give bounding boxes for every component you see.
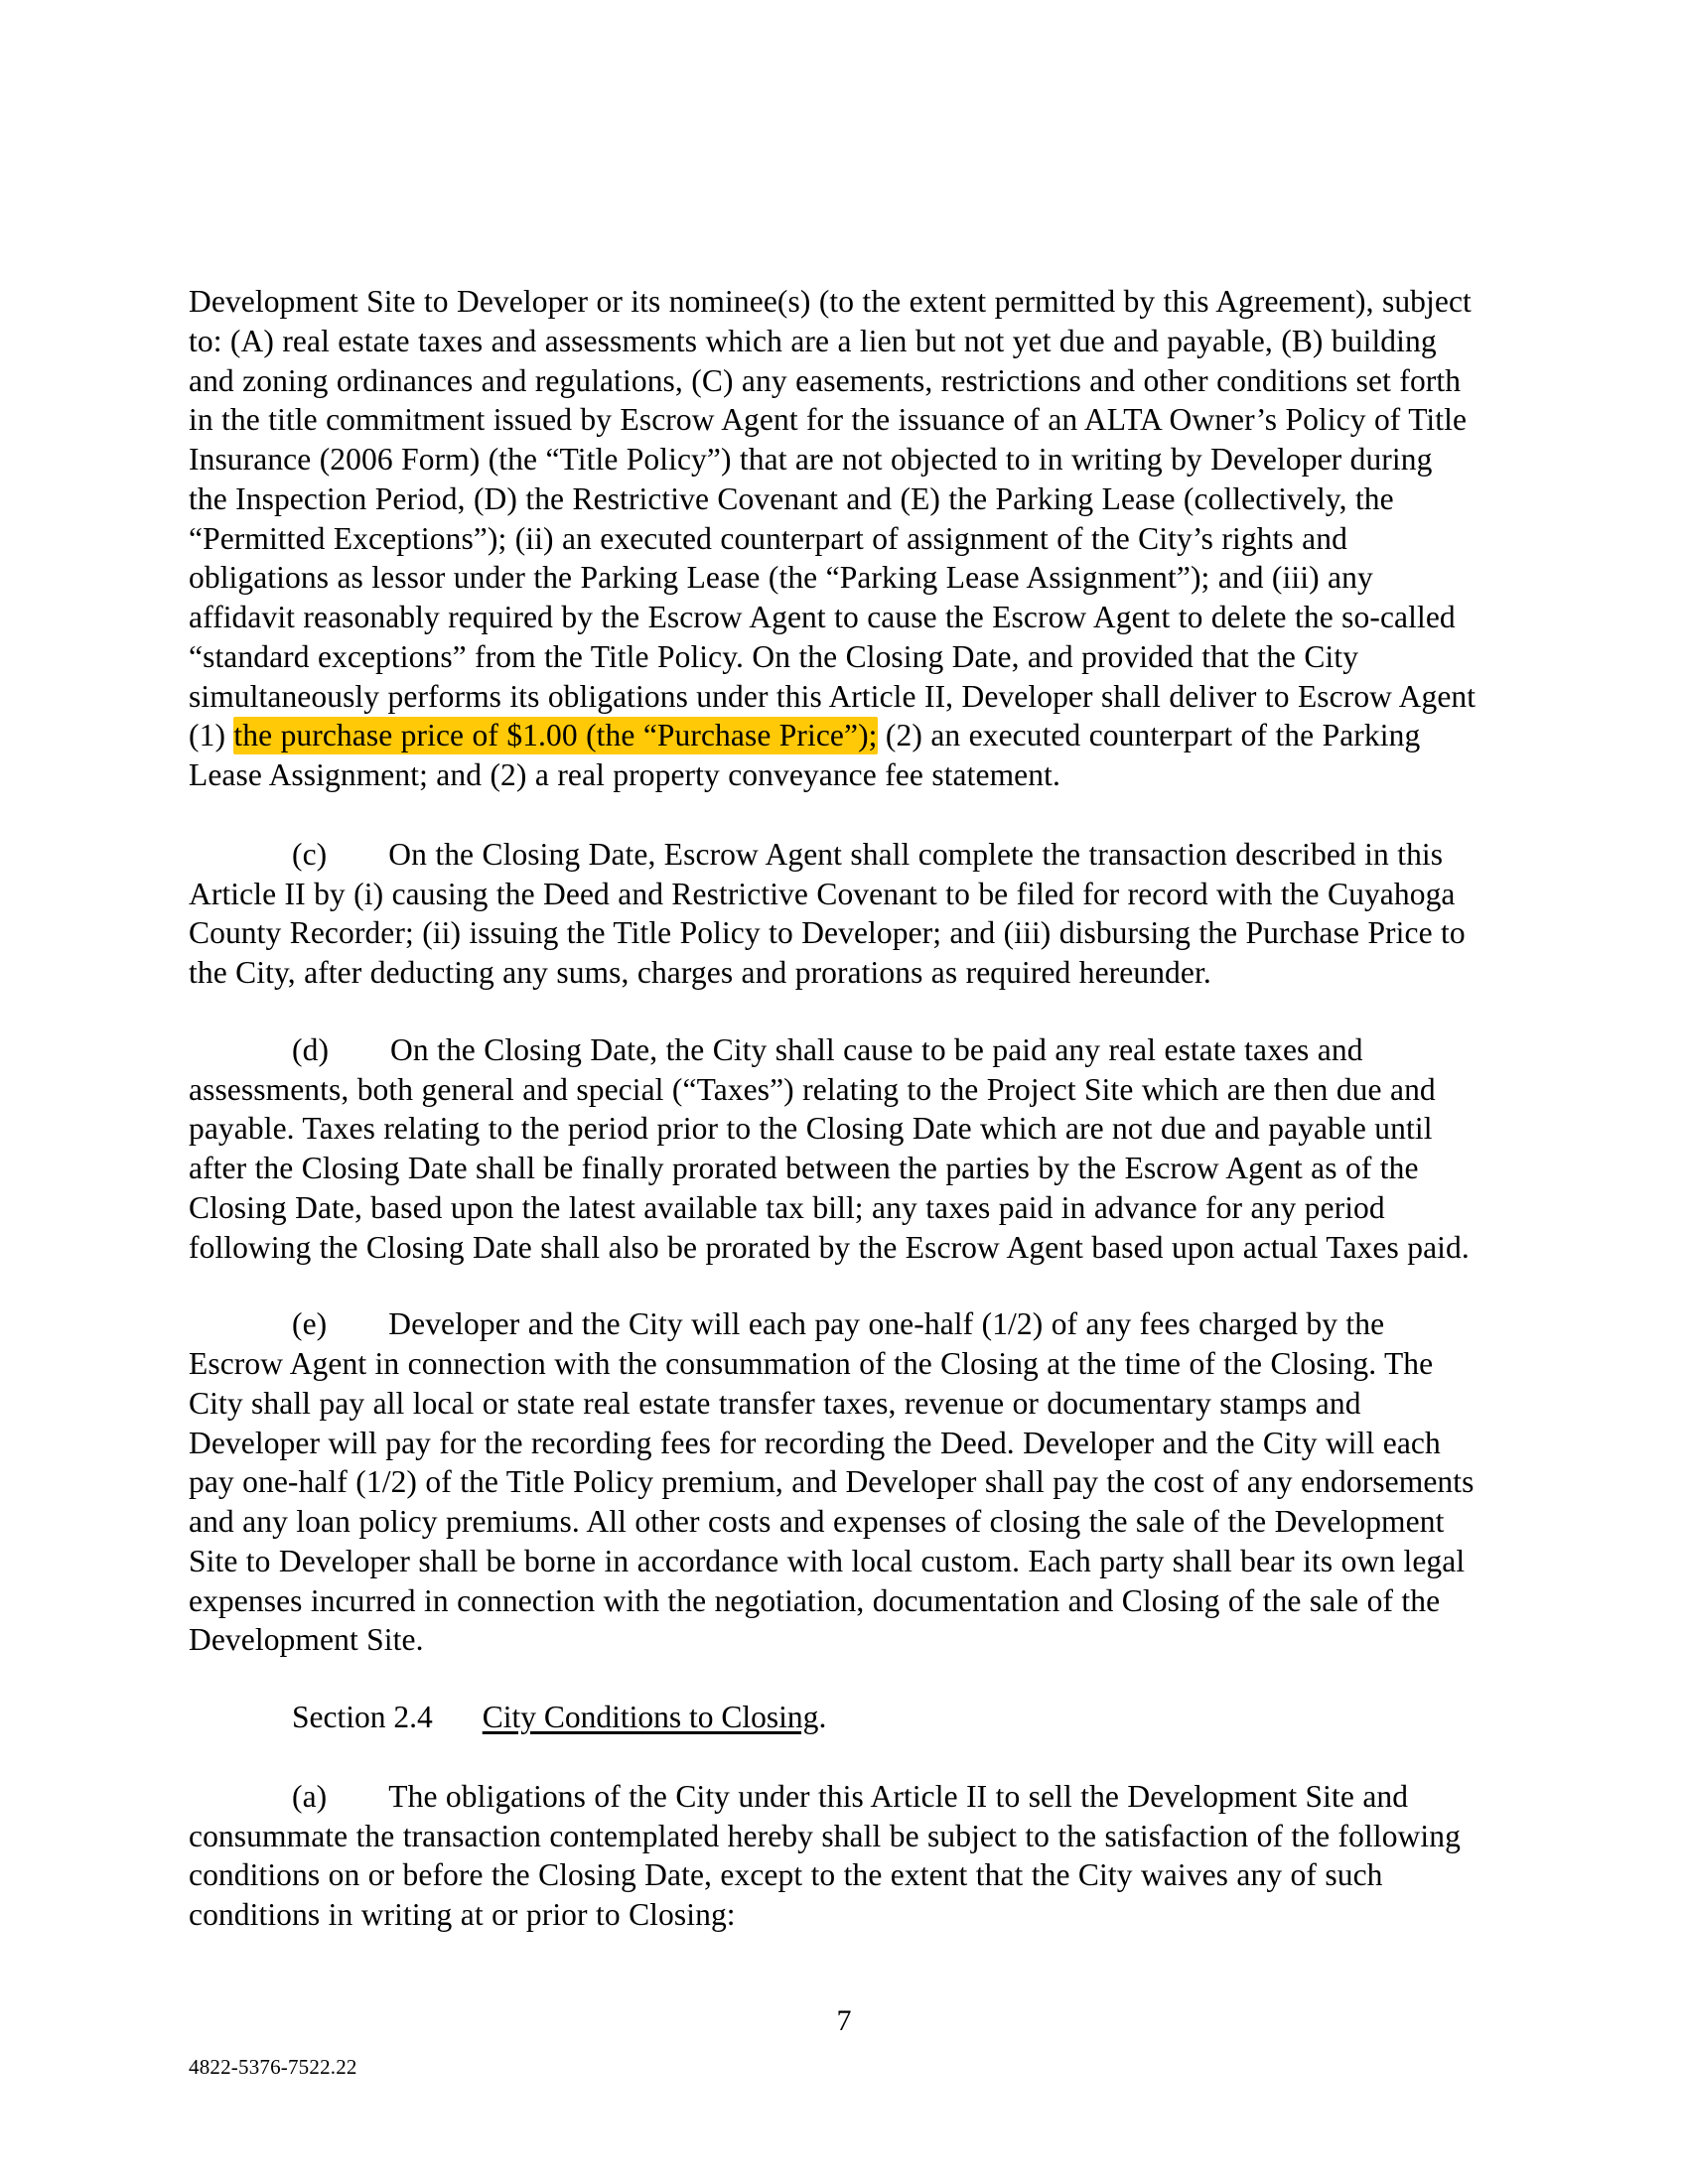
paragraph-e-text: Developer and the City will each pay one-half (1/2) of any fees charged by the Escrow Agent in connection with the consummation of the Closing at the time of the Closing. The City shall pay all local or state real estate transfer taxes, revenue or documentary stamps and Developer will pay for the recording fees for recording the Deed. Developer and the City will each pay one-half (1/2) of the Title Policy premium, and Developer shall pay the cost of any endorsements and any loan policy premiums. All other costs and expenses of closing the sale of the Development Site to Developer shall be borne in accordance with local custom. Each party shall bear its own legal expenses incurred in connection with the negotiation, documentation and Closing of the sale of the Development Site.: [189, 1306, 1475, 1658]
paragraph-c-text: On the Closing Date, Escrow Agent shall complete the transaction described in this Article II by (i) causing the Deed and Restrictive Covenant to be filed for record with the Cuyahoga County Recorder; (ii) issuing the Title Policy to Developer; and (iii) disbursing the Purchase Price to the City, after deducting any sums, charges and prorations as required hereunder.: [189, 836, 1466, 990]
paragraph-e-marker: (e): [292, 1306, 328, 1342]
paragraph-2-4-a: [189, 1777, 1477, 1935]
page-number: 7: [836, 2004, 852, 2037]
paragraph-2-4-a-marker: (a): [292, 1778, 328, 1814]
paragraph-e: [189, 1304, 1477, 1660]
paragraph-d-text: On the Closing Date, the City shall cause to be paid any real estate taxes and assessments, both general and special (“Taxes”) relating to the Project Site which are then due and payable. Taxes relating to the period prior to the Closing Date which are not due and payable until after the Closing Date shall be finally prorated between the parties by the Escrow Agent as of the Closing Date, based upon the latest available tax bill; any taxes paid in advance for any period following the Closing Date shall also be prorated by the Escrow Agent based upon actual Taxes paid.: [189, 1031, 1470, 1265]
section-period: .: [818, 1700, 827, 1734]
paragraph-continuation: [189, 282, 1477, 795]
paragraph-d-marker: (d): [292, 1031, 330, 1067]
document-id-footer: 4822-5376-7522.22: [189, 2055, 357, 2079]
section-title: City Conditions to Closing: [482, 1700, 819, 1734]
paragraph-1-part-a: Development Site to Developer or its nominee(s) (to the extent permitted by this Agreement), subject to: (A) real estate taxes and assessments which are a lien but not yet due and payable, (B) building and zoning ordinances and regulations, (C) any easements, restrictions and other conditions set forth in the title commitment issued by Escrow Agent for the issuance of an ALTA Owner’s Policy of Title Insurance (2006 Form) (the “Title Policy”) that are not objected to in writing by Developer during the Inspection Period, (D) the Restrictive Covenant and (E) the Parking Lease (collectively, the “Permitted Exceptions”); (ii) an executed counterpart of assignment of the City’s rights and obligations as lessor under the Parking Lease (the “Parking Lease Assignment”); and (iii) any affidavit reasonably required by the Escrow Agent to cause the Escrow Agent to delete the so-called “standard exceptions” from the Title Policy. On the Closing Date, and provided that the City simultaneously performs its obligations under this Article II, Developer shall deliver to Escrow Agent (1): [189, 284, 1477, 753]
paragraph-1-part-b: (2) an executed counterpart of the Parking Lease Assignment; and (2) a real property conveyance fee statement.: [189, 718, 1421, 792]
document-body: [189, 282, 1477, 1973]
highlight-purchase-price: the purchase price of $1.00 (the “Purchase Price”);: [233, 718, 878, 753]
section-number: Section 2.4: [292, 1700, 433, 1734]
paragraph-d: [189, 1030, 1477, 1268]
paragraph-c-marker: (c): [292, 836, 328, 872]
section-heading-2-4: [189, 1698, 1477, 1737]
paragraph-2-4-a-text: The obligations of the City under this Article II to sell the Development Site and consummate the transaction contemplated hereby shall be subject to the satisfaction of the following conditions on or before the Closing Date, except to the extent that the City waives any of such conditions in writing at or prior to Closing:: [189, 1778, 1461, 1932]
paragraph-c: [189, 835, 1477, 993]
